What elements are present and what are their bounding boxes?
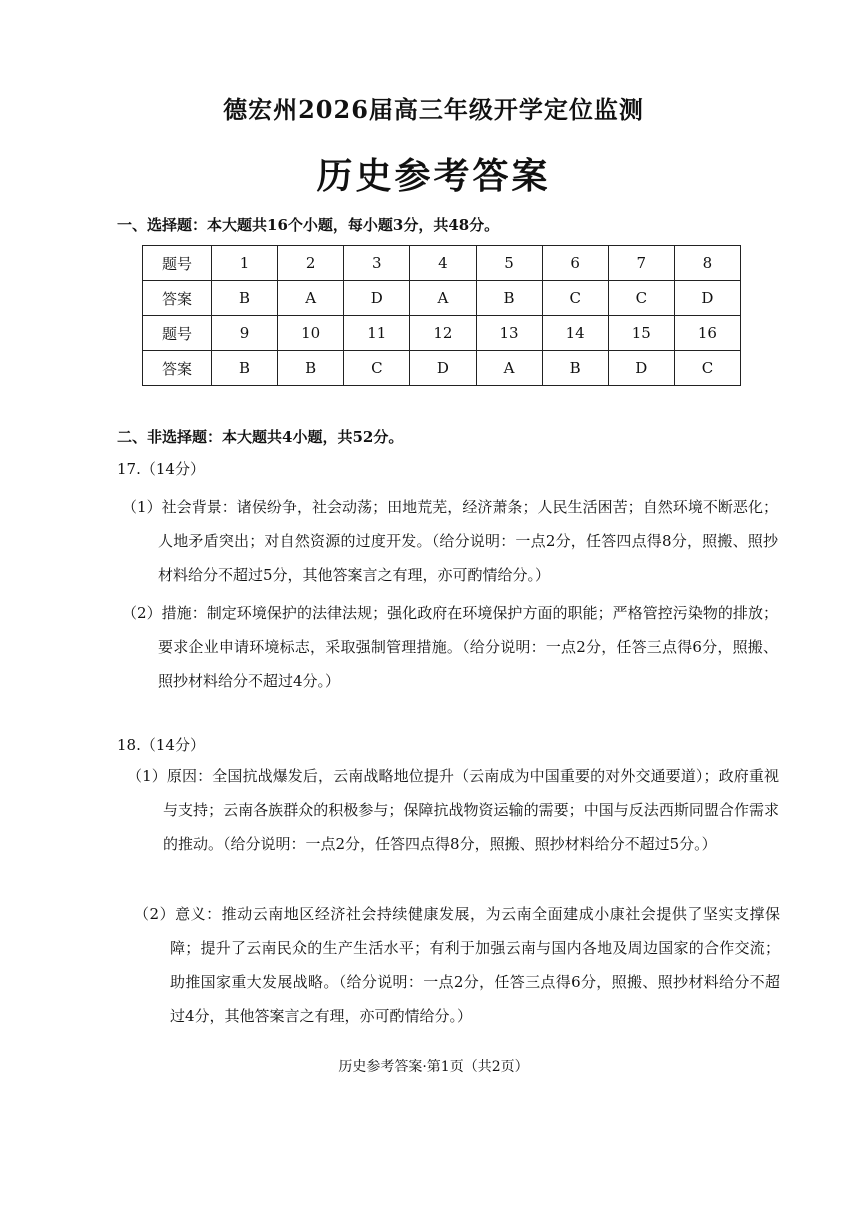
table-cell: B <box>212 281 278 316</box>
table-cell: 12 <box>410 316 476 351</box>
table-row <box>143 316 741 351</box>
table-cell: 13 <box>476 316 542 351</box>
table-cell: 6 <box>542 246 608 281</box>
question-18-label: 18.（14分） <box>117 736 205 754</box>
table-cell: D <box>344 281 410 316</box>
answer-text: （1）社会背景：诸侯纷争，社会动荡；田地荒芜，经济萧条；人民生活困苦；自然环境不断恶化；人地矛盾突出；对自然资源的过度开发。（给分说明：一点2分，任答四点得8分，照搬、照抄材料给分不超过5分，其他答案言之有理，亦可酌情给分。） <box>122 498 778 584</box>
table-cell: 5 <box>476 246 542 281</box>
table-cell: D <box>410 351 476 386</box>
table-cell: 2 <box>278 246 344 281</box>
table-cell: D <box>674 281 740 316</box>
table-cell: 15 <box>608 316 674 351</box>
question-17-part2 <box>122 596 778 698</box>
table-cell: 16 <box>674 316 740 351</box>
page-footer: 历史参考答案·第1页（共2页） <box>338 1059 529 1075</box>
table-cell: C <box>542 281 608 316</box>
question-18-part2 <box>134 897 780 1033</box>
table-row-header: 答案 <box>143 281 212 316</box>
table-cell: 8 <box>674 246 740 281</box>
table-row-header: 题号 <box>143 316 212 351</box>
question-17-label: 17.（14分） <box>117 460 205 478</box>
table-cell: C <box>344 351 410 386</box>
table-cell: 7 <box>608 246 674 281</box>
table-cell: A <box>278 281 344 316</box>
answer-text: （1）原因：全国抗战爆发后，云南战略地位提升（云南成为中国重要的对外交通要道）；政府重视与支持；云南各族群众的积极参与；保障抗战物资运输的需要；中国与反法西斯同盟合作需求的推动。（给分说明：一点2分，任答四点得8分，照搬、照抄材料给分不超过5分。） <box>127 767 779 853</box>
answer-text: （2）措施：制定环境保护的法律法规；强化政府在环境保护方面的职能；严格管控污染物的排放；要求企业申请环境标志，采取强制管理措施。（给分说明：一点2分，任答三点得6分，照搬、照抄材料给分不超过4分。） <box>122 604 778 690</box>
table-cell: 1 <box>212 246 278 281</box>
table-cell: A <box>410 281 476 316</box>
section2-heading: 二、非选择题：本大题共4小题，共52分。 <box>117 428 404 446</box>
table-row <box>143 246 741 281</box>
exam-title: 德宏州2026届高三年级开学定位监测 <box>223 95 644 124</box>
table-cell: B <box>278 351 344 386</box>
table-cell: 11 <box>344 316 410 351</box>
table-cell: 9 <box>212 316 278 351</box>
table-cell: C <box>674 351 740 386</box>
table-cell: B <box>476 281 542 316</box>
section1-heading: 一、选择题：本大题共16个小题，每小题3分，共48分。 <box>117 216 500 234</box>
table-cell: B <box>212 351 278 386</box>
table-cell: 14 <box>542 316 608 351</box>
table-cell: 4 <box>410 246 476 281</box>
table-row-header: 题号 <box>143 246 212 281</box>
table-cell: B <box>542 351 608 386</box>
document-subtitle: 历史参考答案 <box>316 155 551 197</box>
table-cell: D <box>608 351 674 386</box>
question-18-part1 <box>127 759 779 861</box>
table-row-header: 答案 <box>143 351 212 386</box>
table-row <box>143 351 741 386</box>
table-row <box>143 281 741 316</box>
question-17-part1 <box>122 490 778 592</box>
table-cell: 3 <box>344 246 410 281</box>
table-cell: 10 <box>278 316 344 351</box>
answer-table <box>142 245 741 386</box>
answer-text: （2）意义：推动云南地区经济社会持续健康发展，为云南全面建成小康社会提供了坚实支撑保障；提升了云南民众的生产生活水平；有利于加强云南与国内各地及周边国家的合作交流；助推国家重大发展战略。（给分说明：一点2分，任答三点得6分，照搬、照抄材料给分不超过4分，其他答案言之有理，亦可酌情给分。） <box>134 905 780 1025</box>
table-cell: C <box>608 281 674 316</box>
table-cell: A <box>476 351 542 386</box>
